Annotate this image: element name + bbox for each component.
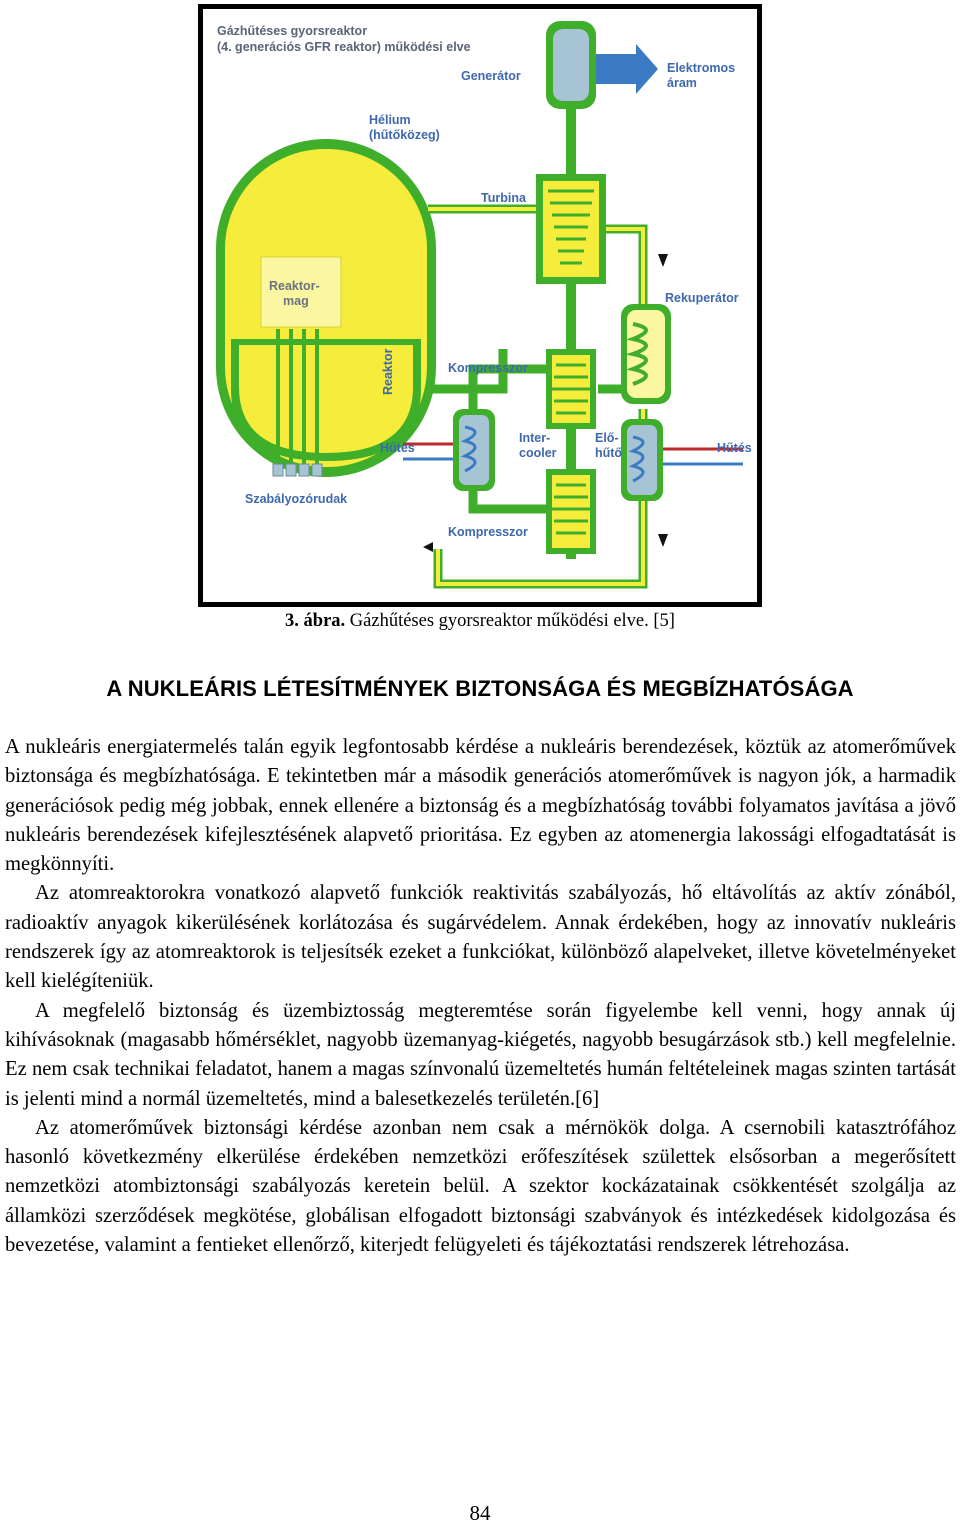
label-helium — [369, 113, 440, 143]
intercooler — [453, 409, 495, 491]
label-electric-line1: Elektromos — [667, 61, 736, 75]
figure-title-line2: (4. generációs GFR reaktor) működési elve — [217, 40, 471, 54]
label-helium-line2: (hűtőközeg) — [369, 128, 440, 142]
label-core-line2: mag — [283, 294, 309, 308]
paragraph-3: A megfelelő biztonság és üzembiztosság megteremtése során figyelembe kell venni, hogy annak új kihívásoknak (magasabb hőmérséklet, nagyobb üzemanyag-kiégetés, nagyobb besugárzások stb.) kell megfelelnie. Ez nem csak technikai feladatot, hanem a magas színvonalú üzemeltetés humán feltételeinek magas szinten tartását is jelenti mind a normál üzemeltetés, mind a balesetkezelés területén.[6] — [5, 999, 956, 1110]
label-helium-line1: Hélium — [369, 113, 411, 127]
section-heading: A NUKLEÁRIS LÉTESÍTMÉNYEK BIZTONSÁGA ÉS MEGBÍZHATÓSÁGA — [106, 676, 854, 701]
label-electric-line2: áram — [667, 76, 697, 90]
caption-text: Gázhűtéses gyorsreaktor működési elve. [5] — [345, 611, 675, 631]
label-intercooler — [519, 431, 557, 461]
label-precooler — [595, 431, 622, 461]
compressor-bottom — [546, 469, 596, 554]
label-precooler-line2: hűtő — [595, 446, 623, 460]
label-reactor: Reaktor — [381, 348, 395, 395]
label-cooling-right: Hűtés — [717, 441, 752, 455]
label-cooling-left: Hűtés — [380, 441, 415, 455]
turbine — [536, 174, 606, 284]
body-text — [5, 733, 956, 1260]
figure-caption — [0, 609, 960, 633]
label-control-rods: Szabályozórudak — [245, 492, 348, 506]
label-intercooler-line2: cooler — [519, 446, 557, 460]
page-number: 84 — [469, 1501, 491, 1525]
electric-output-arrow — [596, 44, 658, 94]
label-core-line1: Reaktor- — [269, 279, 320, 293]
paragraph-2: Az atomreaktorokra vonatkozó alapvető funkciók reaktivitás szabályozás, hő eltávolítás az aktív zónából, radioaktív anyagok kikerülésének korlátozása és sugárvédelem. Annak érdekében, hogy az innovatív nukleáris rendszerek így az atomreaktorok is teljesítsék ezeket a funkciókat, különböző alapelveket, illetve követelményeket kell kielégíteniük. — [5, 882, 956, 993]
label-intercooler-line1: Inter- — [519, 431, 551, 445]
paragraph-4: Az atomerőművek biztonsági kérdése azonban nem csak a mérnökök dolga. A csernobili katasztrófához hasonló következmény elkerülése érdekében nemzetközi erőfeszítések születtek elsősorban a megerősített nemzetközi atombiztonsági szabályozás keretein belül. A szektor kockázatainak csökkentését szolgálja az államközi szerződések megkötése, globálisan elfogadott biztonsági szabványok és intézkedések kidolgozása és bevezetése, valamint a fentieket ellenőrző, kiterjedt felügyeleti és tájékoztatási rendszerek létrehozása. — [5, 1116, 956, 1257]
recuperator — [621, 304, 671, 404]
figure-title-line1: Gázhűtéses gyorsreaktor — [217, 24, 368, 38]
label-precooler-line1: Elő- — [595, 431, 619, 445]
precooler — [621, 419, 663, 501]
label-core — [269, 279, 320, 309]
paragraph-1: A nukleáris energiatermelés talán egyik legfontosabb kérdése a nukleáris berendezések, köztük az atomerőművek biztonsága és megbízhatósága. E tekintetben már a második generációs atomerőművek is nagyon jók, a harmadik generációsok pedig még jobbak, ennek ellenére a biztonság és a megbízhatóság további folyamatos javítása a jövő nukleáris berendezések kifejlesztésének alapvető prioritása. Ez egyben az atomenergia lakossági elfogadtatását is megkönnyíti. — [5, 736, 956, 876]
figure-title — [217, 23, 471, 55]
label-compressor-top: Kompresszor — [448, 361, 528, 375]
caption-label: 3. ábra. — [285, 611, 346, 631]
generator — [546, 21, 596, 109]
label-electric — [667, 61, 735, 91]
label-recuperator: Rekuperátor — [665, 291, 739, 305]
compressor-top — [546, 349, 596, 429]
label-compressor-bottom: Kompresszor — [448, 525, 528, 539]
reactor-diagram-figure — [198, 4, 762, 607]
reactor-vessel — [216, 139, 436, 477]
label-turbine: Turbina — [481, 191, 526, 205]
label-generator: Generátor — [461, 69, 521, 83]
